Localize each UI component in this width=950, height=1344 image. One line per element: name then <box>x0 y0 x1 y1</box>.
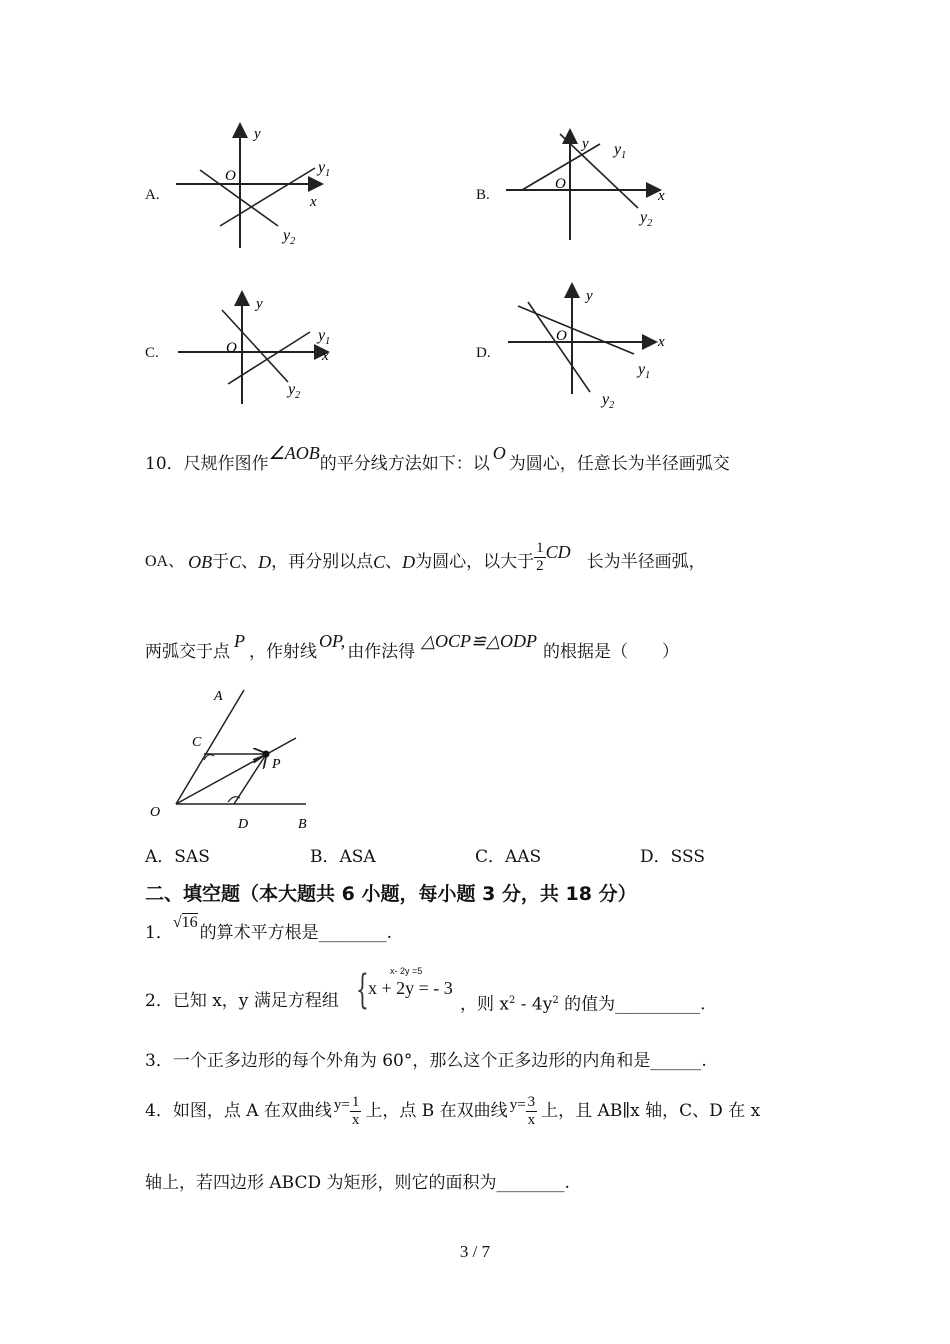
arc-d <box>228 797 240 802</box>
q2-text-c: - 4y <box>515 994 553 1015</box>
q10-text-a: 10．尺规作图作 <box>145 454 269 474</box>
graph-option-c <box>170 290 350 410</box>
q10-c2: C <box>373 552 386 572</box>
q10-line1 <box>145 443 730 475</box>
label-p: P <box>272 757 281 772</box>
q1-number: 1． <box>145 923 173 943</box>
q10-congruence: △OCP≌△ODP <box>421 631 537 651</box>
option-c-label: C. <box>145 345 159 361</box>
origin-label: O <box>226 340 237 356</box>
y1-label: $y_1$ <box>318 327 331 347</box>
q2-eq1: x- 2y =5 <box>390 966 423 976</box>
q10-p: P <box>234 631 245 651</box>
fill-q2-rest <box>460 990 706 1016</box>
q10-d2: D <box>402 552 416 572</box>
section2-title: 二、填空题（本大题共 6 小题，每小题 3 分，共 18 分） <box>145 883 637 905</box>
label-c: C <box>192 735 202 750</box>
y2-label: $y_2$ <box>283 227 296 247</box>
q10-d: D <box>258 552 272 572</box>
q2-text-d: 的值为__________. <box>558 994 706 1015</box>
y1-label: $y_1$ <box>638 361 651 381</box>
q10-text-b: 的平分线方法如下：以 <box>319 454 490 474</box>
q10-c: C <box>229 552 242 572</box>
q10-angle: ∠AOB <box>268 443 320 463</box>
q4-text-a: 4．如图，点 A 在双曲线 <box>145 1101 332 1121</box>
x-label: x <box>310 194 317 210</box>
fill-q2 <box>145 990 339 1012</box>
line-y1 <box>228 332 310 384</box>
x-label: x <box>658 188 665 204</box>
y2-label: $y_2$ <box>288 381 301 401</box>
q4-frac2: $\frac{3}{x}$ <box>527 1093 536 1128</box>
q4-text-c: 上，且 AB∥x 轴，C、D 在 x <box>541 1101 761 1121</box>
q10-text-h: 两弧交于点 <box>145 642 230 662</box>
q10-text-f: 为圆心，以大于 <box>415 552 535 572</box>
q10-choice-d: D．SSS <box>640 847 705 867</box>
q2-equation-system: { x- 2y =5 x + 2y = - 3 <box>356 966 453 1013</box>
q10-text-d: 于 <box>212 552 230 572</box>
origin-label: O <box>225 168 236 184</box>
q10-text-e: ，再分别以点 <box>271 552 374 572</box>
option-b-label: B. <box>476 187 490 203</box>
point-p <box>263 751 270 758</box>
q1-sqrt: √16 <box>172 914 198 931</box>
fill-q4 <box>145 1088 760 1134</box>
q10-text-k: 的根据是（ ） <box>542 642 679 662</box>
y2-label: $y_2$ <box>640 209 653 229</box>
q10-op: OP, <box>319 631 346 651</box>
q10-choice-a: A．SAS <box>145 847 210 867</box>
q10-text-i: ，作射线 <box>249 642 317 662</box>
fill-q1 <box>145 914 392 944</box>
q10-text-g: 长为半径画弧， <box>586 552 706 572</box>
q10-fraction: $\frac{1}{2}$ <box>536 539 544 574</box>
fill-q4-line2: 轴上，若四边形 ABCD 为矩形，则它的面积为________. <box>145 1173 570 1193</box>
y1-label: $y_1$ <box>318 159 331 179</box>
q10-choice-c: C．AAS <box>475 847 542 867</box>
y2-label: $y_2$ <box>602 391 615 411</box>
line-y2 <box>528 302 590 392</box>
q10-line2 <box>145 540 706 584</box>
q2-text-a: 2．已知 x，y 满足方程组 <box>145 991 339 1011</box>
q10-o: O <box>492 443 506 463</box>
q4-text-b: 上，点 B 在双曲线 <box>365 1101 508 1121</box>
q2-text-b: ，则 x <box>460 994 509 1015</box>
graph-option-b <box>500 128 680 246</box>
origin-label: O <box>555 176 566 192</box>
q4-frac1: $\frac{1}{x}$ <box>351 1093 360 1128</box>
option-d-label: D. <box>476 345 491 361</box>
q2-exp2: 2 <box>552 995 559 1006</box>
q10-sep2: 、 <box>385 552 403 572</box>
y1-label: $y_1$ <box>614 141 627 161</box>
label-b: B <box>298 817 307 832</box>
q10-oa: OA、 <box>145 553 185 570</box>
x-label: x <box>322 348 329 364</box>
q10-cd: CD <box>545 542 571 562</box>
q10-choice-b: B．ASA <box>310 847 376 867</box>
q1-text: 的算术平方根是________. <box>199 923 393 943</box>
y-label: y <box>586 288 593 304</box>
label-a: A <box>214 689 223 704</box>
q4-y1: y= <box>333 1097 350 1113</box>
q2-eq2: x + 2y = - 3 <box>368 978 453 998</box>
q10-ob: OB <box>188 552 213 572</box>
x-label: x <box>658 334 665 350</box>
label-o: O <box>150 805 161 820</box>
y-label: y <box>254 126 261 142</box>
q10-line3 <box>145 631 679 663</box>
q10-figure <box>148 684 328 834</box>
q4-y2: y= <box>509 1097 526 1113</box>
ray-oa <box>176 690 244 804</box>
y-label: y <box>582 136 589 152</box>
y-label: y <box>256 296 263 312</box>
fill-q3: 3．一个正多边形的每个外角为 60°，那么这个正多边形的内角和是______. <box>145 1051 707 1071</box>
q2-exp1: 2 <box>509 995 516 1006</box>
origin-label: O <box>556 328 567 344</box>
graph-option-a <box>170 118 350 258</box>
page-number: 3 / 7 <box>459 1242 491 1261</box>
q10-text-c: 为圆心，任意长为半径画弧交 <box>508 454 730 474</box>
option-a-label: A. <box>145 187 160 203</box>
q10-sep: 、 <box>241 552 259 572</box>
label-d: D <box>238 817 249 832</box>
graph-option-d <box>500 282 680 412</box>
q10-text-j: 由作法得 <box>347 642 416 662</box>
